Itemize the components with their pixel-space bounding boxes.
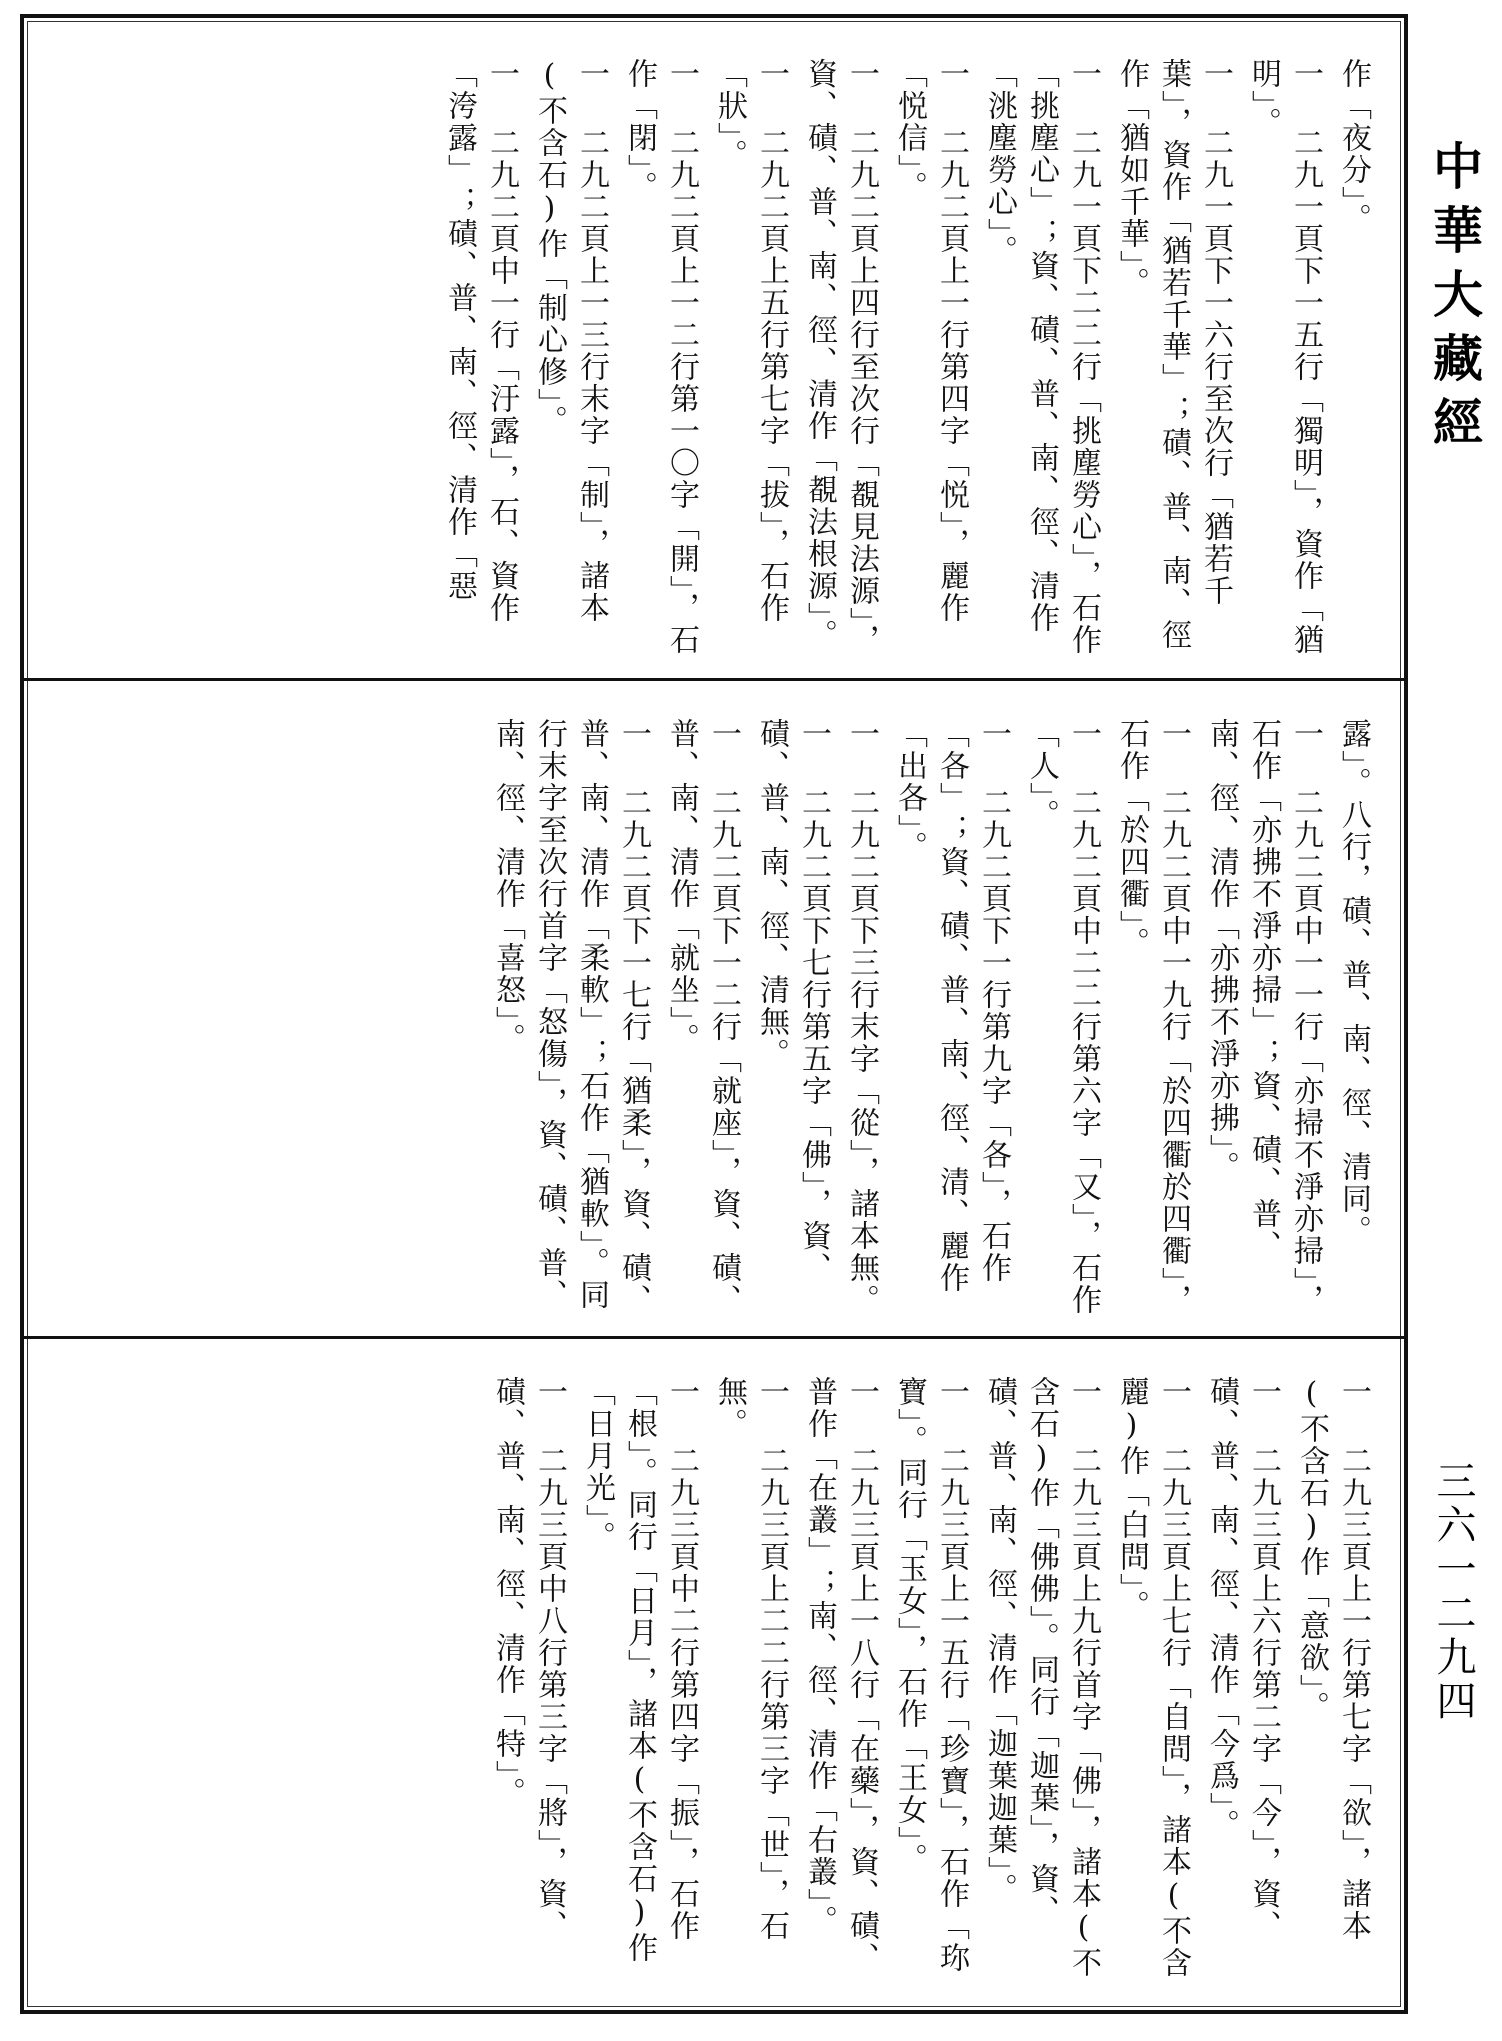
collation-note: 一 二九二頁下一七行「猶柔」，資、磧、普、南、清作「柔軟」；石作「猶軟」。同行末字至次行首字「怒傷」，資、磧、普、南、徑、清作「喜怒」。 xyxy=(490,718,651,1316)
collation-note: 一 二九三頁上二二行第三字「世」，石無。 xyxy=(712,1376,789,1942)
collation-note: 一 二九二頁上一二行第一〇字「開」，石作「閉」。 xyxy=(622,58,699,656)
text-band-top xyxy=(54,58,1374,658)
band-divider xyxy=(24,678,1404,681)
collation-note: 作「夜分」。 xyxy=(1336,58,1371,235)
band-divider xyxy=(24,1336,1404,1339)
collation-note: 一 二九三頁上一五行「珍寶」，石作「珎寶」。同行「玉女」，石作「王女」。 xyxy=(892,1376,969,1974)
collation-note: 一 二九三頁中八行第三字「將」，資、磧、普、南、徑、清作「特」。 xyxy=(490,1376,567,1942)
collation-note: 一 二九二頁中二二行第六字「又」，石作「人」。 xyxy=(1024,718,1101,1316)
collation-note: 一 二九三頁上一八行「在藥」，資、磧、普作「在叢」；南、徑、清作「右叢」。 xyxy=(802,1376,879,1974)
collation-note: 一 二九二頁上一三行末字「制」，諸本(不含石)作「制心修」。 xyxy=(532,58,609,624)
collation-note: 一 二九三頁上一行第七字「欲」，諸本(不含石)作「意欲」。 xyxy=(1294,1376,1371,1942)
collation-note: 一 二九二頁中一一行「亦掃不淨亦掃」，石作「亦拂不淨亦掃」；資、磧、普、南、徑、清作「亦拂不淨亦拂」。 xyxy=(1204,718,1323,1316)
text-band-middle xyxy=(54,718,1374,1318)
collation-note: 一 二九二頁中一行「汙露」，石、資作「洿露」；磧、普、南、徑、清作「惡 xyxy=(442,58,519,624)
collation-note: 一 二九一頁下二二行「挑塵勞心」，石作「挑塵心」；資、磧、普、南、徑、清作「洮塵勞心」。 xyxy=(982,58,1101,656)
page-number: 三六一二九四 xyxy=(1430,1460,1476,1724)
collation-note: 一 二九三頁上九行首字「佛」，諸本(不含石)作「佛佛」。同行「迦葉」，資、磧、普、南、徑、清作「迦葉迦葉」。 xyxy=(982,1376,1101,1979)
collation-note: 一 二九二頁上四行至次行「覩見法源」，資、磧、普、南、徑、清作「覩法根源」。 xyxy=(802,58,879,656)
collation-note: 一 二九二頁下一行第九字「各」，石作「各」；資、磧、普、南、徑、清、麗作「出各」。 xyxy=(892,718,1011,1294)
collation-note: 一 二九一頁下一五行「獨明」，資作「猶明」。 xyxy=(1246,58,1323,656)
collation-note: 一 二九二頁下一二行「就座」，資、磧、普、南、清作「就坐」。 xyxy=(664,718,741,1316)
collation-note: 一 二九二頁上五行第七字「拔」，石作「狀」。 xyxy=(712,58,789,624)
page-title: 中華大藏經 xyxy=(1425,140,1483,460)
collation-note: 一 二九二頁下七行第五字「佛」，資、磧、普、南、徑、清無。 xyxy=(754,718,831,1284)
collation-note: 一 二九二頁中一九行「於四衢於四衢」，石作「於四衢」。 xyxy=(1114,718,1191,1316)
collation-note: 一 二九三頁上七行「自問」，諸本(不含麗)作「白問」。 xyxy=(1114,1376,1191,1979)
collation-note: 一 二九二頁下三行末字「從」，諸本無。 xyxy=(844,718,879,1316)
collation-note: 一 二九二頁上一行第四字「悦」，麗作「悦信」。 xyxy=(892,58,969,624)
collation-note: 一 二九三頁中二行第四字「振」，石作「根」。同行「日月」，諸本(不含石)作「日月光」。 xyxy=(580,1376,699,1964)
text-band-bottom xyxy=(54,1376,1374,1986)
text-frame xyxy=(20,14,1408,2014)
collation-note: 一 二九三頁上六行第二字「今」，資、磧、普、南、徑、清作「今爲」。 xyxy=(1204,1376,1281,1942)
collation-note: 露」。八行，磧、普、南、徑、清同。 xyxy=(1336,718,1371,1247)
collation-note: 一 二九一頁下一六行至次行「猶若千葉」，資作「猶若千華」；磧、普、南、徑作「猶如千華」。 xyxy=(1114,58,1233,651)
